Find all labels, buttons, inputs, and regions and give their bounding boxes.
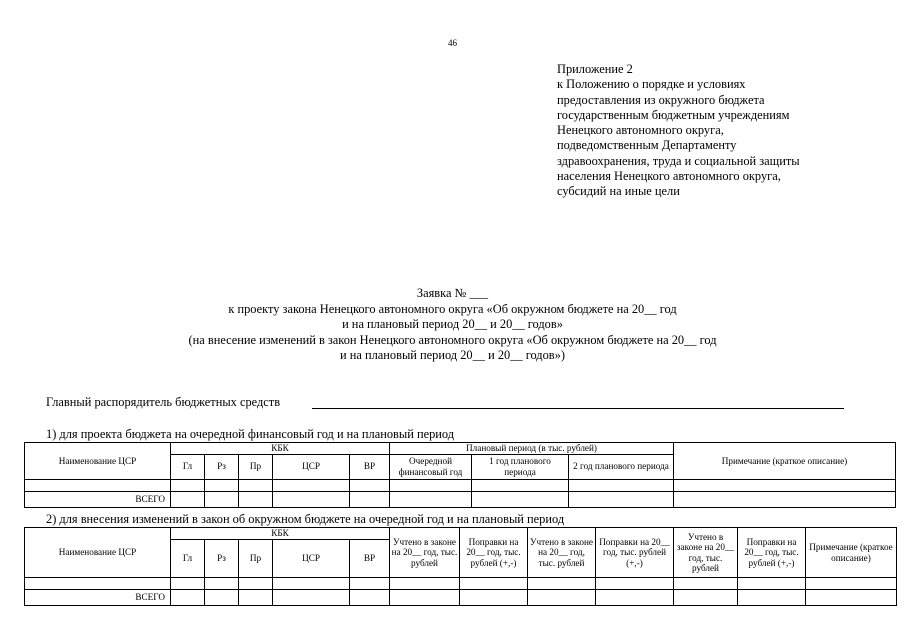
input-cell[interactable] bbox=[674, 491, 896, 507]
main-manager-fill-line[interactable] bbox=[312, 408, 844, 409]
header-rz: Рз bbox=[205, 454, 239, 479]
input-cell[interactable] bbox=[390, 590, 460, 606]
header-amendments-year-3: Поправки на 20__ год, тыс. рублей (+,-) bbox=[738, 528, 806, 578]
input-cell[interactable] bbox=[171, 590, 205, 606]
appendix-line: предоставления из окружного бюджета bbox=[557, 92, 765, 107]
input-cell[interactable] bbox=[273, 491, 350, 507]
header-gl: Гл bbox=[171, 540, 205, 578]
input-cell[interactable] bbox=[25, 578, 171, 590]
input-cell[interactable] bbox=[171, 479, 205, 491]
table-row bbox=[25, 479, 896, 491]
appendix-header bbox=[557, 62, 877, 200]
input-cell[interactable] bbox=[528, 590, 596, 606]
header-approved-year-2: Учтено в законе на 20__ год, тыс. рублей bbox=[528, 528, 596, 578]
header-rz: Рз bbox=[205, 540, 239, 578]
input-cell[interactable] bbox=[460, 578, 528, 590]
input-cell[interactable] bbox=[472, 491, 569, 507]
header-vr: ВР bbox=[350, 454, 390, 479]
input-cell[interactable] bbox=[390, 578, 460, 590]
section2-table bbox=[24, 527, 897, 606]
input-cell[interactable] bbox=[273, 479, 350, 491]
title-line: Заявка № ___ bbox=[416, 286, 489, 300]
header-planned-period: Плановый период (в тыс. рублей) bbox=[390, 443, 674, 455]
header-pr: Пр bbox=[239, 454, 273, 479]
input-cell[interactable] bbox=[239, 479, 273, 491]
header-next-year: Очередной финансовый год bbox=[390, 454, 472, 479]
title-line: и на плановый период 20__ и 20__ годов» bbox=[342, 317, 563, 331]
header-name-csr: Наименование ЦСР bbox=[25, 528, 171, 578]
header-name-csr: Наименование ЦСР bbox=[25, 443, 171, 480]
table-row bbox=[25, 578, 897, 590]
input-cell[interactable] bbox=[171, 491, 205, 507]
input-cell[interactable] bbox=[350, 590, 390, 606]
header-plan-year-1: 1 год планового периода bbox=[472, 454, 569, 479]
header-note: Примечание (краткое описание) bbox=[806, 528, 897, 578]
input-cell[interactable] bbox=[205, 590, 239, 606]
input-cell[interactable] bbox=[205, 491, 239, 507]
header-amendments-year-2: Поправки на 20__ год, тыс. рублей (+,-) bbox=[596, 528, 674, 578]
input-cell[interactable] bbox=[273, 590, 350, 606]
input-cell[interactable] bbox=[528, 578, 596, 590]
header-approved-year-3: Учтено в законе на 20__ год, тыс. рублей bbox=[674, 528, 738, 578]
input-cell[interactable] bbox=[239, 578, 273, 590]
input-cell[interactable] bbox=[738, 590, 806, 606]
appendix-line: Ненецкого автономного округа, bbox=[557, 123, 724, 138]
document-title bbox=[0, 286, 905, 364]
page-number: 46 bbox=[448, 38, 457, 48]
total-label: ВСЕГО bbox=[25, 491, 171, 507]
input-cell[interactable] bbox=[239, 590, 273, 606]
appendix-line: здравоохранения, труда и социальной защиты bbox=[557, 153, 800, 168]
header-gl: Гл bbox=[171, 454, 205, 479]
input-cell[interactable] bbox=[569, 491, 674, 507]
input-cell[interactable] bbox=[806, 590, 897, 606]
header-pr: Пр bbox=[239, 540, 273, 578]
header-csr: ЦСР bbox=[273, 454, 350, 479]
input-cell[interactable] bbox=[674, 578, 738, 590]
input-cell[interactable] bbox=[674, 590, 738, 606]
header-plan-year-2: 2 год планового периода bbox=[569, 454, 674, 479]
input-cell[interactable] bbox=[390, 491, 472, 507]
input-cell[interactable] bbox=[205, 578, 239, 590]
input-cell[interactable] bbox=[350, 491, 390, 507]
appendix-line: субсидий на иные цели bbox=[557, 184, 680, 199]
header-kbk: КБК bbox=[171, 443, 390, 455]
input-cell[interactable] bbox=[350, 479, 390, 491]
title-line: (на внесение изменений в закон Ненецкого автономного округа «Об окружном бюджете на 20__ год bbox=[188, 332, 717, 347]
input-cell[interactable] bbox=[390, 479, 472, 491]
header-vr: ВР bbox=[350, 540, 390, 578]
title-line: и на плановый период 20__ и 20__ годов») bbox=[340, 348, 565, 362]
input-cell[interactable] bbox=[472, 479, 569, 491]
input-cell[interactable] bbox=[273, 578, 350, 590]
section1-heading: 1) для проекта бюджета на очередной финансовый год и на плановый период bbox=[46, 427, 455, 441]
input-cell[interactable] bbox=[350, 578, 390, 590]
input-cell[interactable] bbox=[25, 479, 171, 491]
header-csr: ЦСР bbox=[273, 540, 350, 578]
main-manager-label: Главный распорядитель бюджетных средств bbox=[46, 395, 281, 409]
header-amendments-year-1: Поправки на 20__ год, тыс. рублей (+,-) bbox=[460, 528, 528, 578]
header-approved-year-1: Учтено в законе на 20__ год, тыс. рублей bbox=[390, 528, 460, 578]
input-cell[interactable] bbox=[596, 578, 674, 590]
title-line: к проекту закона Ненецкого автономного округа «Об окружном бюджете на 20__ год bbox=[228, 301, 677, 316]
appendix-line: Приложение 2 bbox=[557, 62, 633, 76]
appendix-line: подведомственным Департаменту bbox=[557, 138, 737, 153]
table-row-total bbox=[25, 491, 896, 507]
header-note: Примечание (краткое описание) bbox=[674, 443, 896, 480]
input-cell[interactable] bbox=[738, 578, 806, 590]
input-cell[interactable] bbox=[674, 479, 896, 491]
section1-table bbox=[24, 442, 896, 508]
table-row-total bbox=[25, 590, 897, 606]
input-cell[interactable] bbox=[239, 491, 273, 507]
input-cell[interactable] bbox=[569, 479, 674, 491]
input-cell[interactable] bbox=[806, 578, 897, 590]
input-cell[interactable] bbox=[460, 590, 528, 606]
input-cell[interactable] bbox=[596, 590, 674, 606]
appendix-line: населения Ненецкого автономного округа, bbox=[557, 169, 781, 184]
appendix-line: государственным бюджетным учреждениям bbox=[557, 107, 790, 122]
input-cell[interactable] bbox=[171, 578, 205, 590]
input-cell[interactable] bbox=[205, 479, 239, 491]
section2-heading: 2) для внесения изменений в закон об окружном бюджете на очередной год и на плановый период bbox=[46, 512, 565, 526]
total-label: ВСЕГО bbox=[25, 590, 171, 606]
appendix-line: к Положению о порядке и условиях bbox=[557, 77, 746, 92]
header-kbk: КБК bbox=[171, 528, 390, 540]
